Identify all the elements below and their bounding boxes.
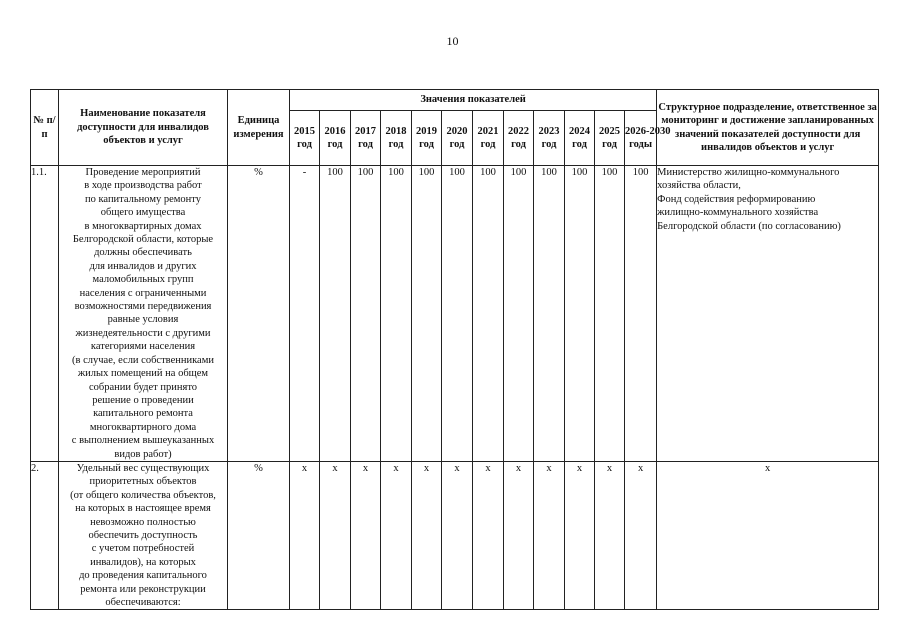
header-year-suffix: год (358, 139, 373, 150)
value-cell-2019: 100 (412, 166, 442, 462)
value-cell-2025: x (595, 462, 625, 610)
value-cell-2017: x (351, 462, 381, 610)
header-year-2017 (351, 111, 381, 166)
header-year-suffix: год (541, 139, 557, 150)
header-year-value: 2016 (324, 125, 346, 137)
indicator-name-line: (в случае, если собственниками (72, 354, 214, 366)
header-year-value: 2019 (416, 125, 437, 137)
indicator-name-line: категориями населения (90, 341, 196, 353)
header-year-value: 2021 (477, 125, 499, 137)
value-cell-2021: 100 (473, 166, 504, 462)
indicator-name-line: инвалидов), на которых (90, 556, 196, 568)
header-year-2020 (442, 111, 473, 166)
value-cell-2022: x (504, 462, 534, 610)
header-responsible: Структурное подразделение, ответственное за мониторинг и достижение запланированных значений показателей доступности для инвалидов объектов и услуг (657, 90, 879, 166)
header-year-2018 (381, 111, 412, 166)
value-cell-2026-2030: x (625, 462, 657, 610)
header-year-suffix: год (602, 139, 617, 150)
indicator-name-line: по капитальному ремонту (84, 193, 201, 205)
indicator-name-line: жизнедеятельности с другими (75, 327, 211, 339)
header-year-value: 2022 (508, 125, 529, 137)
value-cell-2024: x (565, 462, 595, 610)
value-cell-2017: 100 (351, 166, 381, 462)
indicator-name-line: в многоквартирных домах (84, 220, 202, 232)
indicator-name-line: в ходе производства работ (84, 180, 202, 192)
indicator-name-line: ремонта или реконструкции (80, 583, 206, 595)
indicator-name-line: капитального ремонта (93, 408, 193, 420)
unit-cell: % (228, 462, 290, 610)
value-cell-2025: 100 (595, 166, 625, 462)
header-year-suffix: год (297, 139, 312, 150)
header-year-suffix: год (511, 139, 526, 150)
value-cell-2023: 100 (534, 166, 565, 462)
indicator-name-line: с выполнением вышеуказанных (71, 435, 215, 447)
row-number: 1.1. (31, 166, 59, 462)
value-cell-2022: 100 (504, 166, 534, 462)
value-cell-2026-2030: 100 (625, 166, 657, 462)
indicator-name-line: населения с ограниченными (79, 287, 207, 299)
value-cell-2023: x (534, 462, 565, 610)
value-cell-2021: x (473, 462, 504, 610)
responsible-line: Белгородской области (по согласованию) (657, 220, 841, 232)
header-year-2024 (565, 111, 595, 166)
page-number: 10 (446, 34, 459, 48)
value-cell-2020: x (442, 462, 473, 610)
header-year-value: 2026-2030 (625, 125, 671, 137)
indicator-name-line: должны обеспечивать (94, 247, 192, 259)
header-year-value: 2020 (446, 125, 468, 137)
indicator-name-line: Удельный вес существующих (76, 463, 210, 474)
header-year-value: 2018 (385, 125, 407, 137)
indicator-name-line: до проведения капитального (79, 570, 207, 582)
indicator-name-line: Белгородской области, которые (72, 234, 214, 246)
header-year-value: 2017 (355, 125, 376, 137)
header-year-2026-2030 (625, 111, 671, 166)
value-cell-2016: 100 (320, 166, 351, 462)
responsible-line: жилищно-коммунального хозяйства (657, 207, 819, 219)
header-year-2015 (290, 111, 320, 166)
responsible-line: хозяйства области, (657, 180, 741, 192)
indicator-name (59, 166, 228, 462)
indicator-name-line: невозможно полностью (90, 516, 196, 528)
indicator-name-line: для инвалидов и других (89, 260, 197, 272)
indicator-name-line: с учетом потребностей (91, 543, 195, 555)
value-cell-2015: - (290, 166, 320, 462)
indicator-name-line: решение о проведении (92, 394, 194, 406)
indicator-name-line: обеспечиваются: (105, 597, 181, 609)
row-number: 2. (31, 462, 59, 610)
header-year-suffix: год (388, 139, 404, 150)
responsible-cell (657, 166, 879, 462)
indicator-name-line: возможностями передвижения (74, 301, 212, 313)
header-year-2019 (412, 111, 442, 166)
indicator-name-line: равные условия (107, 314, 179, 326)
value-cell-2018: 100 (381, 166, 412, 462)
value-cell-2024: 100 (565, 166, 595, 462)
indicator-name-line: многоквартирного дома (89, 421, 197, 433)
header-year-suffix: год (480, 139, 496, 150)
table-row (31, 166, 879, 462)
unit-cell: % (228, 166, 290, 462)
value-cell-2020: 100 (442, 166, 473, 462)
value-cell-2019: x (412, 462, 442, 610)
value-cell-2018: x (381, 462, 412, 610)
header-year-suffix: год (449, 139, 465, 150)
indicator-name-line: общего имущества (100, 207, 186, 219)
header-year-2023 (534, 111, 565, 166)
header-year-suffix: год (572, 139, 587, 150)
header-indicator-name: Наименование показателя доступности для инвалидов объектов и услуг (59, 90, 228, 166)
indicator-name-line: видов работ) (114, 448, 172, 460)
indicator-name-line: обеспечить доступность (88, 530, 198, 542)
indicator-name-line: приоритетных объектов (89, 476, 197, 488)
indicator-name-line: собрании будет принято (88, 381, 198, 393)
header-unit: Единица измерения (228, 90, 290, 166)
header-year-2025 (595, 111, 625, 166)
indicator-name-line: на которых в настоящее время (75, 503, 211, 515)
indicator-name-line: жилых помещений на общем (77, 368, 209, 380)
header-values-group: Значения показателей (290, 90, 657, 111)
header-year-suffix: годы (629, 139, 653, 150)
header-year-2016 (320, 111, 351, 166)
table-row (31, 462, 879, 610)
header-year-suffix: год (327, 139, 343, 150)
header-year-value: 2025 (599, 125, 620, 137)
indicator-name-line: (от общего количества объектов, (70, 489, 216, 501)
header-year-2022 (504, 111, 534, 166)
indicator-name-line: Проведение мероприятий (85, 167, 201, 178)
header-num: № п/п (31, 90, 59, 166)
responsible-cell (657, 462, 879, 610)
header-year-suffix: год (419, 139, 434, 150)
header-year-value: 2023 (538, 125, 560, 137)
header-year-value: 2015 (294, 125, 315, 137)
responsible-line: Фонд содействия реформированию (657, 193, 816, 205)
responsible-line: Министерство жилищно-коммунального (657, 167, 840, 178)
value-cell-2015: x (290, 462, 320, 610)
indicator-name-line: маломобильных групп (92, 274, 194, 286)
indicator-name (59, 462, 228, 610)
indicators-table (30, 89, 879, 610)
responsible-line: x (765, 463, 771, 474)
header-year-value: 2024 (569, 125, 590, 137)
header-year-2021 (473, 111, 504, 166)
value-cell-2016: x (320, 462, 351, 610)
